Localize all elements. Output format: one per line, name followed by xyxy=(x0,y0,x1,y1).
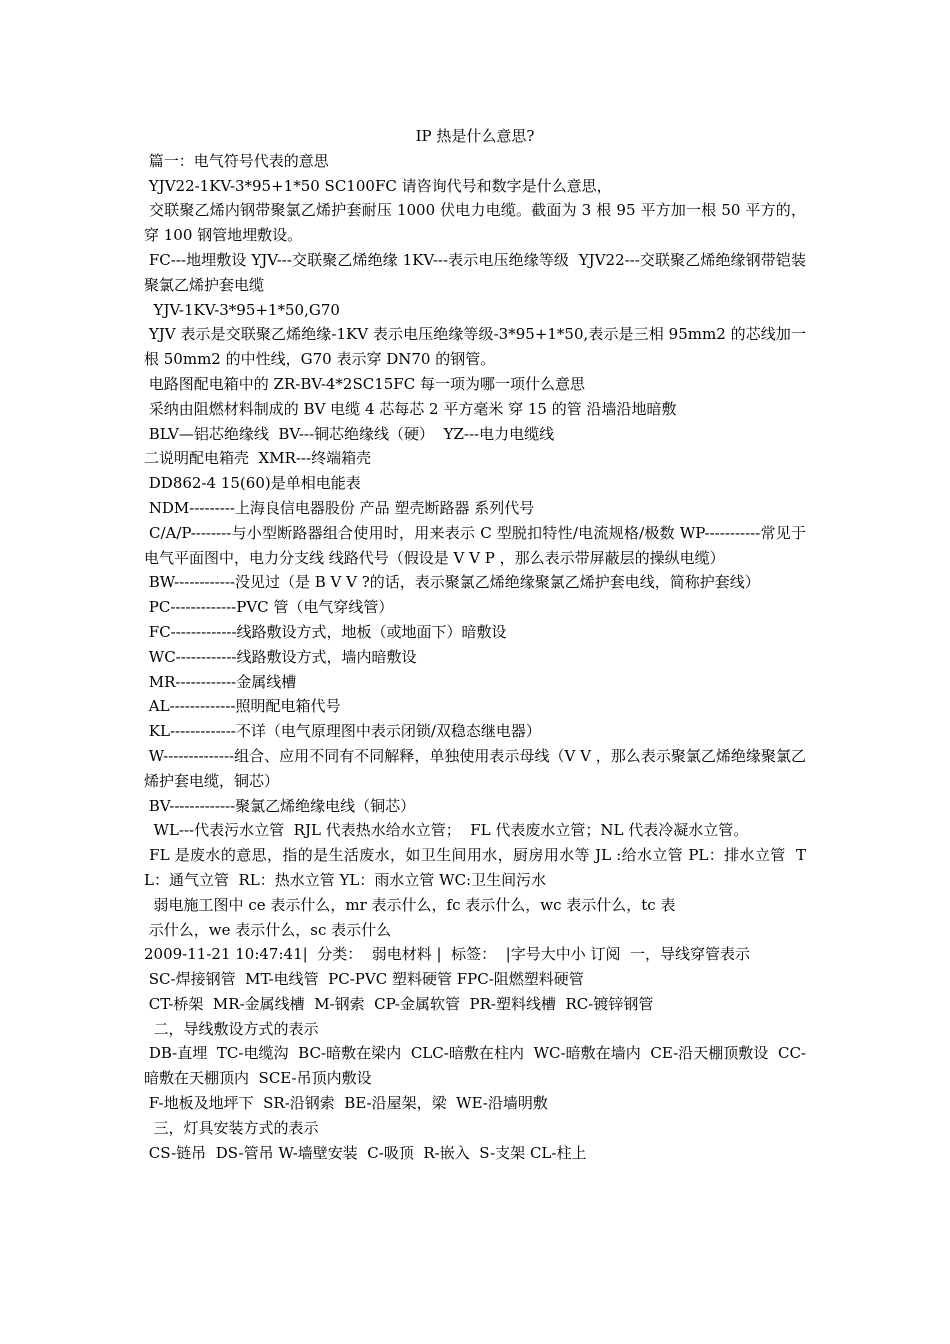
paragraph: 交联聚乙烯内钢带聚氯乙烯护套耐压 1000 伏电力电缆。截面为 3 根 95 平方加一根 50 平方的，穿 100 钢管地埋敷设。 xyxy=(144,201,806,245)
paragraph: CS-链吊 DS-管吊 W-墙壁安装 C-吸顶 R-嵌入 S-支架 CL-柱上 xyxy=(144,1143,587,1162)
paragraph: BLV—铝芯绝缘线 BV---铜芯绝缘线（硬） YZ---电力电缆线 xyxy=(144,424,555,443)
paragraph: KL-------------不详（电气原理图中表示闭锁/双稳态继电器） xyxy=(144,722,541,741)
paragraph: YJV-1KV-3*95+1*50,G70 xyxy=(144,300,340,319)
document-title: IP 热是什么意思? xyxy=(415,127,535,145)
paragraph: FC-------------线路敷设方式，地板（或地面下）暗敷设 xyxy=(144,622,507,641)
paragraph: 采纳由阻燃材料制成的 BV 电缆 4 芯每芯 2 平方毫米 穿 15 的管 沿墙沿地暗敷 xyxy=(144,399,677,418)
paragraph: WL---代表污水立管 RJL 代表热水给水立管； FL 代表废水立管；NL 代表冷凝水立管。 xyxy=(144,821,749,840)
paragraph: 二，导线敷设方式的表示 xyxy=(144,1019,319,1038)
paragraph: PC-------------PVC 管（电气穿线管） xyxy=(144,598,394,617)
paragraph: YJV22-1KV-3*95+1*50 SC100FC 请咨询代号和数字是什么意思， xyxy=(144,176,612,195)
paragraph: BW------------没见过（是 B V V ?的话，表示聚氯乙烯绝缘聚氯乙烯护套电线，简称护套线） xyxy=(144,573,760,592)
paragraph: 三，灯具安装方式的表示 xyxy=(144,1118,319,1137)
paragraph: 篇一：电气符号代表的意思 xyxy=(144,151,329,170)
paragraph: SC-焊接钢管 MT-电线管 PC-PVC 塑料硬管 FPC-阻燃塑料硬管 xyxy=(144,970,584,989)
paragraph: W--------------组合、应用不同有不同解释，单独使用表示母线（V V ，那么表示聚氯乙烯绝缘聚氯乙烯护套电缆，铜芯） xyxy=(144,746,806,790)
paragraph: MR------------金属线槽 xyxy=(144,672,297,691)
paragraph: NDM---------上海良信电器股份 产品 塑壳断路器 系列代号 xyxy=(144,498,535,517)
paragraph: 2009-11-21 10:47:41| 分类： 弱电材料 | 标签： |字号大中小 订阅 一，导线穿管表示 xyxy=(144,945,751,964)
paragraph: DB-直埋 TC-电缆沟 BC-暗敷在梁内 CLC-暗敷在柱内 WC-暗敷在墙内 CE-沿天棚顶敷设 CC-暗敷在天棚顶内 SCE-吊顶内敷设 xyxy=(144,1044,806,1088)
paragraph: 二说明配电箱壳 XMR---终端箱壳 xyxy=(144,449,372,468)
paragraph: 示什么，we 表示什么，sc 表示什么 xyxy=(144,920,392,939)
paragraph: FC---地埋敷设 YJV---交联聚乙烯绝缘 1KV---表示电压绝缘等级 YJV22---交联聚乙烯绝缘钢带铠装聚氯乙烯护套电缆 xyxy=(144,250,806,294)
paragraph: AL-------------照明配电箱代号 xyxy=(144,697,341,716)
paragraph: YJV 表示是交联聚乙烯绝缘-1KV 表示电压绝缘等级-3*95+1*50,表示是三相 95mm2 的芯线加一根 50mm2 的中性线，G70 表示穿 DN70 的钢管。 xyxy=(144,325,806,369)
paragraph: DD862-4 15(60)是单相电能表 xyxy=(144,474,361,493)
paragraph: F-地板及地坪下 SR-沿钢索 BE-沿屋架，梁 WE-沿墙明敷 xyxy=(144,1094,548,1113)
paragraph: C/A/P--------与小型断路器组合使用时，用来表示 C 型脱扣特性/电流规格/极数 WP-----------常见于电气平面图中，电力分支线 线路代号（假设是 V V P ，那么表示带屏蔽层的操纵电缆） xyxy=(144,523,806,567)
paragraph: 弱电施工图中 ce 表示什么，mr 表示什么，fc 表示什么，wc 表示什么，tc 表 xyxy=(144,895,676,914)
paragraph: BV-------------聚氯乙烯绝缘电线（铜芯） xyxy=(144,796,416,815)
paragraph: WC------------线路敷设方式，墙内暗敷设 xyxy=(144,647,417,666)
paragraph: FL 是废水的意思，指的是生活废水，如卫生间用水，厨房用水等 JL :给水立管 PL：排水立管 TL：通气立管 RL：热水立管 YL：雨水立管 WC:卫生间污水 xyxy=(144,846,806,889)
paragraph: CT-桥架 MR-金属线槽 M-钢索 CP-金属软管 PR-塑料线槽 RC-镀锌钢管 xyxy=(144,994,654,1013)
document-page xyxy=(144,124,806,1165)
paragraph: 电路图配电箱中的 ZR-BV-4*2SC15FC 每一项为哪一项什么意思 xyxy=(144,374,585,393)
